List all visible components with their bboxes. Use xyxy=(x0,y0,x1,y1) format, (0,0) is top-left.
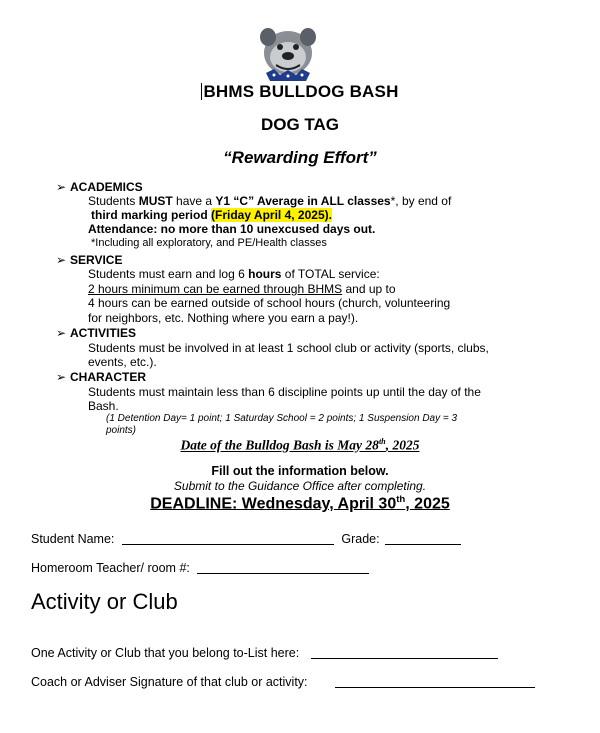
bash-date: Date of the Bulldog Bash is May 28th, 2025 xyxy=(180,437,420,453)
homeroom-label: Homeroom Teacher/ room #: xyxy=(31,561,190,575)
activity-label: One Activity or Club that you belong to-List here: xyxy=(31,646,300,660)
signature-label: Coach or Adviser Signature of that club or activity: xyxy=(31,675,308,689)
section-service-heading xyxy=(56,253,122,267)
grade-label: Grade: xyxy=(341,532,380,546)
page-title xyxy=(0,82,600,102)
arrowhead-bullet-icon: ➢ xyxy=(56,326,67,340)
homeroom-row xyxy=(31,561,369,575)
section-heading-text: ACADEMICS xyxy=(70,180,143,194)
bulldog-logo-icon xyxy=(254,23,322,83)
grade-field[interactable] xyxy=(385,532,461,545)
submit-instruction: Submit to the Guidance Office after completing. xyxy=(173,479,427,493)
signature-row xyxy=(31,675,535,689)
page-subtitle: DOG TAG xyxy=(260,115,340,134)
student-name-label: Student Name: xyxy=(31,532,115,546)
arrowhead-bullet-icon: ➢ xyxy=(56,253,67,267)
signature-field[interactable] xyxy=(335,675,535,688)
section-heading-text: ACTIVITIES xyxy=(70,326,137,340)
title-text: BHMS BULLDOG BASH xyxy=(203,82,399,101)
activity-or-club-heading: Activity or Club xyxy=(31,589,178,614)
arrowhead-bullet-icon: ➢ xyxy=(56,370,67,384)
character-points-line-1: (1 Detention Day= 1 point; 1 Saturday School = 2 points; 1 Suspension Day = 3 xyxy=(106,413,458,424)
homeroom-field[interactable] xyxy=(197,561,369,574)
service-line-1: Students must earn and log 6 hours of TOTAL service: xyxy=(88,267,380,281)
student-name-row xyxy=(31,532,461,546)
section-heading-text: CHARACTER xyxy=(70,370,146,384)
character-line-2: Bash. xyxy=(88,399,119,413)
service-line-3: 4 hours can be earned outside of school hours (church, volunteering xyxy=(88,296,451,310)
activity-field[interactable] xyxy=(311,646,498,659)
service-line-4: for neighbors, etc. Nothing where you earn a pay!). xyxy=(88,311,359,325)
section-academics-heading xyxy=(56,180,143,194)
academics-line-1: Students MUST have a Y1 “C” Average in ALL classes*, by end of xyxy=(88,194,452,208)
academics-line-2: third marking period (Friday April 4, 2025). xyxy=(91,208,332,222)
academics-attendance: Attendance: no more than 10 unexcused days out. xyxy=(88,222,376,236)
deadline: DEADLINE: Wednesday, April 30th, 2025 xyxy=(150,494,450,513)
student-name-field[interactable] xyxy=(122,532,334,545)
tagline: “Rewarding Effort” xyxy=(223,148,377,167)
service-line-2: 2 hours minimum can be earned through BHMS and up to xyxy=(88,282,396,296)
section-character-heading xyxy=(56,370,146,384)
character-points-line-2: points) xyxy=(106,425,137,436)
fill-out-instruction: Fill out the information below. xyxy=(211,464,389,478)
highlighted-date: (Friday April 4, 2025). xyxy=(211,208,332,222)
activity-row xyxy=(31,646,498,660)
section-heading-text: SERVICE xyxy=(70,253,123,267)
activities-line-1: Students must be involved in at least 1 school club or activity (sports, clubs, xyxy=(88,341,489,355)
character-line-1: Students must maintain less than 6 discipline points up until the day of the xyxy=(88,385,481,399)
arrowhead-bullet-icon: ➢ xyxy=(56,180,67,194)
activities-line-2: events, etc.). xyxy=(88,355,157,369)
section-activities-heading xyxy=(56,326,136,340)
academics-note: *Including all exploratory, and PE/Health classes xyxy=(91,237,327,249)
